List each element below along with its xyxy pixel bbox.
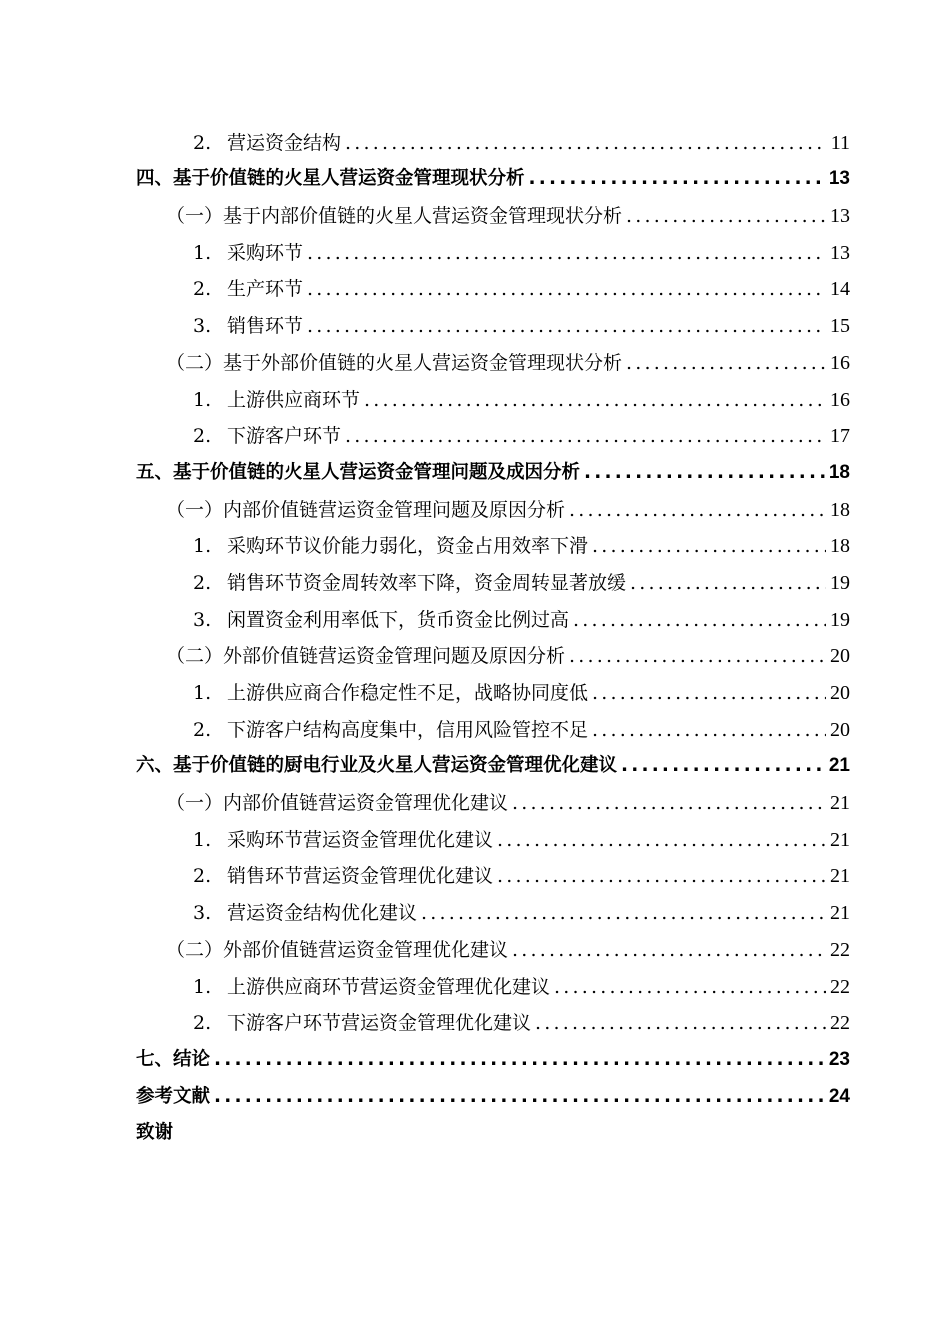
dot-leader	[307, 314, 826, 338]
toc-entry-title	[136, 754, 617, 778]
toc-entry-page-number: 24	[828, 1085, 850, 1107]
table-of-contents	[0, 118, 950, 1145]
dot-leader	[421, 901, 826, 925]
toc-entry-title	[166, 791, 508, 815]
toc-entry-title	[193, 1011, 531, 1035]
toc-entry[interactable]	[0, 412, 950, 449]
dot-leader	[626, 351, 826, 375]
toc-entry[interactable]	[0, 1035, 950, 1072]
toc-entry-number: 1.	[193, 535, 212, 558]
toc-entry[interactable]	[0, 668, 950, 705]
toc-entry-number: 1.	[193, 828, 212, 851]
toc-entry-page-number: 19	[830, 608, 850, 631]
dot-leader	[569, 644, 826, 668]
toc-entry-page-number: 20	[830, 645, 850, 668]
toc-entry[interactable]	[0, 1072, 950, 1109]
toc-entry-title	[166, 204, 622, 228]
dot-leader	[554, 975, 826, 999]
toc-entry[interactable]	[0, 999, 950, 1036]
toc-entry-title	[193, 314, 303, 338]
toc-entry-page-number: 23	[828, 1048, 850, 1070]
dot-leader	[621, 754, 825, 778]
toc-entry-title	[136, 1121, 173, 1145]
toc-entry-title	[193, 241, 303, 265]
toc-entry[interactable]	[0, 595, 950, 632]
toc-entry[interactable]	[0, 522, 950, 559]
toc-entry-page-number: 18	[828, 461, 850, 483]
toc-entry-title-text: （二）外部价值链营运资金管理问题及原因分析	[166, 645, 566, 668]
toc-entry[interactable]	[0, 375, 950, 412]
dot-leader	[584, 461, 825, 485]
toc-entry-title	[193, 864, 493, 888]
dot-leader	[497, 828, 826, 852]
dot-leader	[345, 424, 826, 448]
toc-entry[interactable]	[0, 448, 950, 485]
toc-entry-title	[166, 351, 622, 375]
toc-entry-title	[166, 498, 565, 522]
toc-entry-title-text: 采购环节营运资金管理优化建议	[227, 828, 494, 851]
toc-entry-page-number: 11	[830, 131, 850, 154]
dot-leader	[529, 167, 825, 191]
toc-entry-title	[193, 718, 588, 742]
toc-entry-title	[193, 571, 626, 595]
toc-entry-page-number: 21	[830, 792, 850, 815]
dot-leader	[592, 681, 826, 705]
toc-entry-page-number: 21	[830, 828, 850, 851]
dot-leader	[345, 131, 827, 155]
toc-entry-number: 3.	[193, 315, 212, 338]
dot-leader	[364, 388, 826, 412]
toc-entry-title	[193, 828, 493, 852]
dot-leader	[535, 1011, 826, 1035]
toc-entry-title-text: 上游供应商合作稳定性不足，战略协同度低	[227, 682, 589, 704]
toc-entry-page-number: 16	[830, 388, 850, 411]
toc-entry[interactable]	[0, 962, 950, 999]
toc-entry[interactable]	[0, 815, 950, 852]
toc-entry-title	[136, 1048, 210, 1072]
toc-entry-title	[193, 277, 303, 301]
toc-entry-number: 1.	[193, 241, 212, 264]
toc-entry-page-number: 13	[830, 241, 850, 264]
toc-entry-page-number: 20	[830, 682, 850, 704]
toc-entry-number: 2.	[193, 1012, 212, 1035]
toc-entry-title-text: 上游供应商环节	[227, 388, 361, 411]
dot-leader	[214, 1048, 825, 1072]
toc-entry-page-number: 18	[830, 535, 850, 558]
toc-entry-title	[193, 131, 341, 155]
toc-entry-page-number: 19	[830, 571, 850, 594]
toc-entry[interactable]	[0, 265, 950, 302]
toc-entry-title-text: （二）外部价值链营运资金管理优化建议	[166, 938, 509, 961]
toc-entry-title-text: 五、基于价值链的火星人营运资金管理问题及成因分析	[136, 461, 581, 483]
toc-entry-page-number: 14	[830, 278, 850, 301]
dot-leader	[573, 608, 826, 632]
toc-entry[interactable]	[0, 742, 950, 779]
toc-entry-number: 1.	[193, 388, 212, 411]
toc-entry[interactable]	[0, 852, 950, 889]
toc-entry-title-text: 生产环节	[227, 278, 304, 301]
toc-entry[interactable]	[0, 228, 950, 265]
toc-entry[interactable]	[0, 632, 950, 669]
toc-entry-number: 1.	[193, 975, 212, 998]
toc-entry-title	[193, 901, 417, 925]
toc-entry-title-text: 采购环节议价能力弱化，资金占用效率下滑	[227, 535, 589, 558]
toc-entry-title-text: 下游客户环节营运资金管理优化建议	[227, 1012, 532, 1035]
dot-leader	[592, 534, 826, 558]
toc-entry[interactable]	[0, 301, 950, 338]
toc-entry[interactable]	[0, 1109, 950, 1146]
toc-entry-title-text: 营运资金结构优化建议	[227, 902, 418, 925]
toc-entry-title	[166, 938, 508, 962]
toc-entry-title	[136, 1085, 210, 1109]
toc-entry-title-text: 销售环节资金周转效率下降，资金周转显著放缓	[227, 571, 627, 594]
toc-entry-title-text: 四、基于价值链的火星人营运资金管理现状分析	[136, 168, 525, 190]
toc-entry[interactable]	[0, 778, 950, 815]
dot-leader	[626, 204, 826, 228]
toc-entry-title	[193, 608, 569, 632]
toc-entry-title-text: （一）内部价值链营运资金管理问题及原因分析	[166, 498, 566, 521]
toc-entry-title-text: 致谢	[136, 1122, 174, 1144]
dot-leader	[307, 277, 826, 301]
dot-leader	[512, 938, 826, 962]
toc-entry-title	[193, 424, 341, 448]
toc-entry-title-text: 闲置资金利用率低下，货币资金比例过高	[227, 608, 570, 631]
dot-leader	[214, 1085, 825, 1109]
toc-entry[interactable]	[0, 888, 950, 925]
toc-entry-page-number: 21	[828, 755, 850, 777]
toc-entry-title-text: 营运资金结构	[227, 131, 342, 154]
toc-entry-title-text: 六、基于价值链的厨电行业及火星人营运资金管理优化建议	[136, 755, 618, 777]
dot-leader	[497, 864, 826, 888]
toc-entry-title	[193, 681, 588, 705]
toc-entry-title-text: （一）内部价值链营运资金管理优化建议	[166, 792, 509, 815]
toc-entry-title-text: （二）基于外部价值链的火星人营运资金管理现状分析	[166, 351, 623, 374]
dot-leader	[592, 718, 826, 742]
toc-entry-title-text: （一）基于内部价值链的火星人营运资金管理现状分析	[166, 205, 623, 228]
toc-entry[interactable]	[0, 191, 950, 228]
toc-entry-title	[136, 167, 525, 191]
toc-entry-number: 1.	[193, 682, 212, 704]
toc-entry-title	[193, 534, 588, 558]
toc-entry-page-number: 21	[830, 902, 850, 925]
toc-entry-title-text: 参考文献	[136, 1085, 211, 1107]
toc-entry-page-number: 13	[828, 168, 850, 190]
toc-entry-title-text: 上游供应商环节营运资金管理优化建议	[227, 975, 551, 998]
toc-entry-number: 3.	[193, 608, 212, 631]
toc-entry-number: 2.	[193, 571, 212, 594]
toc-entry-title-text: 采购环节	[227, 241, 304, 264]
toc-entry-page-number: 15	[830, 315, 850, 338]
toc-entry-page-number: 17	[830, 425, 850, 448]
dot-leader	[307, 241, 826, 265]
toc-entry-title	[136, 461, 580, 485]
toc-entry[interactable]	[0, 338, 950, 375]
toc-entry[interactable]	[0, 155, 950, 192]
toc-entry-page-number: 22	[830, 938, 850, 961]
toc-entry-page-number: 22	[830, 1012, 850, 1035]
toc-entry-title-text: 七、结论	[136, 1048, 211, 1070]
toc-entry-title	[193, 975, 550, 999]
toc-entry[interactable]	[0, 118, 950, 155]
toc-entry-title-text: 下游客户结构高度集中，信用风险管控不足	[227, 718, 589, 741]
toc-entry-page-number: 18	[830, 498, 850, 521]
toc-entry-page-number: 22	[830, 975, 850, 998]
toc-entry-number: 2.	[193, 865, 212, 888]
toc-entry-number: 3.	[193, 902, 212, 925]
dot-leader	[569, 498, 826, 522]
toc-entry[interactable]	[0, 705, 950, 742]
toc-entry-number: 2.	[193, 718, 212, 741]
toc-entry-title-text: 销售环节	[227, 315, 304, 338]
toc-entry[interactable]	[0, 558, 950, 595]
toc-entry-title-text: 销售环节营运资金管理优化建议	[227, 865, 494, 888]
toc-entry-page-number: 20	[830, 718, 850, 741]
dot-leader	[630, 571, 826, 595]
toc-entry-page-number: 21	[830, 865, 850, 888]
toc-entry-number: 2.	[193, 131, 212, 154]
toc-entry-page-number: 16	[830, 351, 850, 374]
toc-entry-number: 2.	[193, 278, 212, 301]
toc-entry[interactable]	[0, 485, 950, 522]
dot-leader	[512, 791, 826, 815]
toc-entry-title	[193, 388, 360, 412]
toc-entry-title	[166, 644, 565, 668]
toc-entry-page-number: 13	[830, 205, 850, 228]
toc-entry-number: 2.	[193, 425, 212, 448]
toc-entry-title-text: 下游客户环节	[227, 425, 342, 448]
toc-entry[interactable]	[0, 925, 950, 962]
